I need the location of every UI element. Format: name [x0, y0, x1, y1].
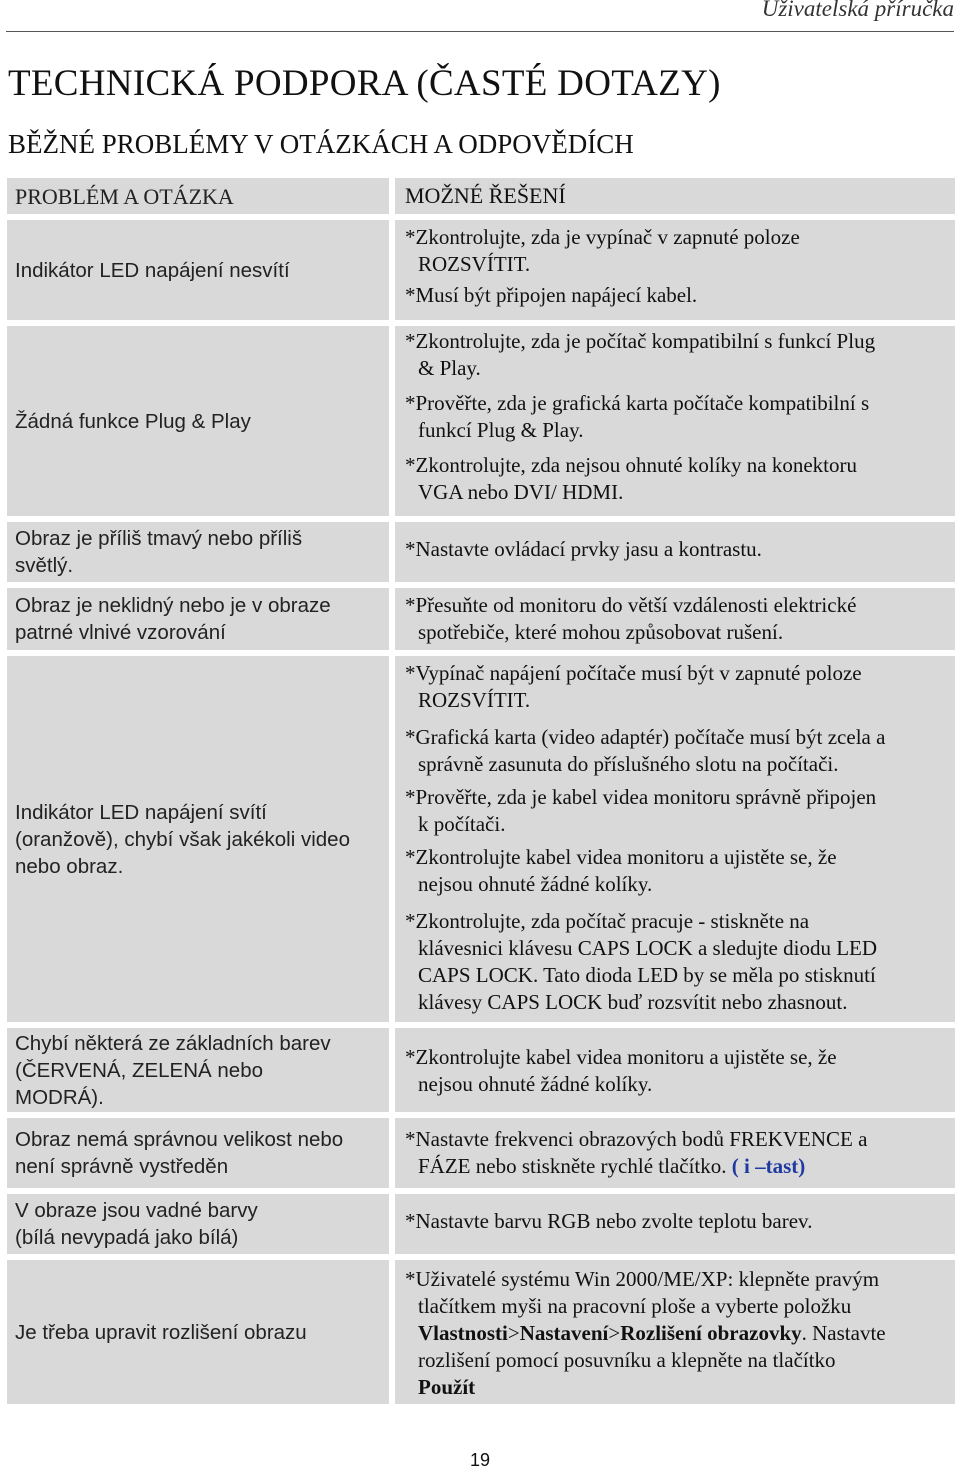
solution-text: *Nastavte ovládací prvky jasu a kontrastu. — [405, 537, 762, 561]
problem-text: Je třeba upravit rozlišení obrazu — [15, 1320, 307, 1344]
problem-cell — [7, 326, 389, 516]
solution-cell — [395, 1118, 955, 1188]
problem-text: Indikátor LED napájení nesvítí — [15, 258, 290, 282]
problem-text: Chybí některá ze základních barev (ČERVENÁ, ZELENÁ nebo MODRÁ). — [15, 1031, 331, 1109]
solution-text: *Zkontrolujte, zda je počítač kompatibilní s funkcí Plug & Play. — [405, 329, 876, 380]
solution-text: *Zkontrolujte kabel videa monitoru a ujistěte se, že nejsou ohnuté žádné kolíky. — [405, 1045, 837, 1096]
column-header-problem: PROBLÉM A OTÁZKA — [7, 178, 389, 214]
solution-text: *Prověřte, zda je grafická karta počítače kompatibilní s funkcí Plug & Play. — [405, 391, 870, 442]
menu-properties: Vlastnosti — [418, 1321, 508, 1345]
section-subtitle: BĚŽNÉ PROBLÉMY V OTÁZKÁCH A ODPOVĚDÍCH — [8, 129, 634, 159]
problem-text: Obraz je příliš tmavý nebo příliš světlý. — [15, 527, 303, 577]
solution-cell — [395, 1028, 955, 1112]
problem-cell — [7, 220, 389, 320]
problem-text: V obraze jsou vadné barvy (bílá nevypadá jako bílá) — [15, 1199, 258, 1249]
problem-cell — [7, 522, 389, 582]
menu-screen-resolution: Rozlišení obrazovky — [620, 1321, 802, 1345]
problem-cell — [7, 1260, 389, 1404]
apply-button-label: Použít — [418, 1375, 476, 1399]
problem-cell — [7, 1194, 389, 1254]
problem-text: Obraz je neklidný nebo je v obraze patrné vlnivé vzorování — [15, 594, 331, 644]
problem-cell — [7, 1118, 389, 1188]
solution-text: *Zkontrolujte, zda nejsou ohnuté kolíky na konektoru VGA nebo DVI/ HDMI. — [405, 453, 857, 504]
problem-cell — [7, 588, 389, 650]
solution-cell — [395, 522, 955, 582]
solution-text: *Prověřte, zda je kabel videa monitoru správně připojen k počítači. — [405, 785, 877, 836]
page-number: 19 — [469, 1450, 491, 1470]
solution-cell — [395, 1260, 955, 1404]
problem-text: Indikátor LED napájení svítí (oranžově), chybí však jakékoli video nebo obraz. — [15, 800, 350, 878]
page-title: TECHNICKÁ PODPORA (ČASTÉ DOTAZY) — [8, 63, 721, 104]
column-header-solution: MOŽNÉ ŘEŠENÍ — [395, 178, 955, 214]
solution-text: *Uživatelé systému Win 2000/ME/XP: klepněte pravým tlačítkem myši na pracovní ploše a vyberte položku Vlastnosti>Nastavení>Rozlišení obrazovky. Nastavte rozlišení pomocí posuvníku a klepněte na tlačítko Použít — [405, 1267, 886, 1399]
problem-text: Obraz nemá správnou velikost nebo není správně vystředěn — [15, 1128, 344, 1178]
solution-cell — [395, 1194, 955, 1254]
running-header: Uživatelská příručka — [761, 0, 954, 21]
solution-text: *Grafická karta (video adaptér) počítače musí být zcela a správně zasunuta do příslušného slotu na počítači. — [405, 725, 886, 776]
solution-cell — [395, 326, 955, 516]
solution-text: *Zkontrolujte kabel videa monitoru a ujistěte se, že nejsou ohnuté žádné kolíky. — [405, 845, 837, 896]
solution-text: *Vypínač napájení počítače musí být v zapnuté poloze ROZSVÍTIT. — [405, 661, 862, 712]
solution-cell — [395, 220, 955, 320]
hotkey-hint: ( i –tast) — [731, 1154, 806, 1178]
problem-cell — [7, 656, 389, 1022]
solution-text: *Přesuňte od monitoru do větší vzdálenosti elektrické spotřebiče, které mohou způsobovat rušení. — [405, 593, 857, 644]
solution-text: *Zkontrolujte, zda počítač pracuje - stiskněte na klávesnici klávesu CAPS LOCK a sledujte diodu LED CAPS LOCK. Tato dioda LED by se měla po stisknutí klávesy CAPS LOCK buď rozsvítit nebo zhasnout. — [405, 909, 878, 1014]
menu-settings: Nastavení — [519, 1321, 609, 1345]
problem-cell — [7, 1028, 389, 1112]
problem-text: Žádná funkce Plug & Play — [15, 409, 251, 433]
solution-text: *Nastavte barvu RGB nebo zvolte teplotu barev. — [405, 1209, 813, 1233]
solution-cell — [395, 588, 955, 650]
solution-cell — [395, 656, 955, 1022]
solution-text: *Musí být připojen napájecí kabel. — [405, 283, 698, 307]
solution-text: *Nastavte frekvenci obrazových bodů FREKVENCE a FÁZE nebo stiskněte rychlé tlačítko. ( i –tast) — [405, 1127, 868, 1178]
solution-text: *Zkontrolujte, zda je vypínač v zapnuté poloze ROZSVÍTIT. — [405, 225, 800, 276]
